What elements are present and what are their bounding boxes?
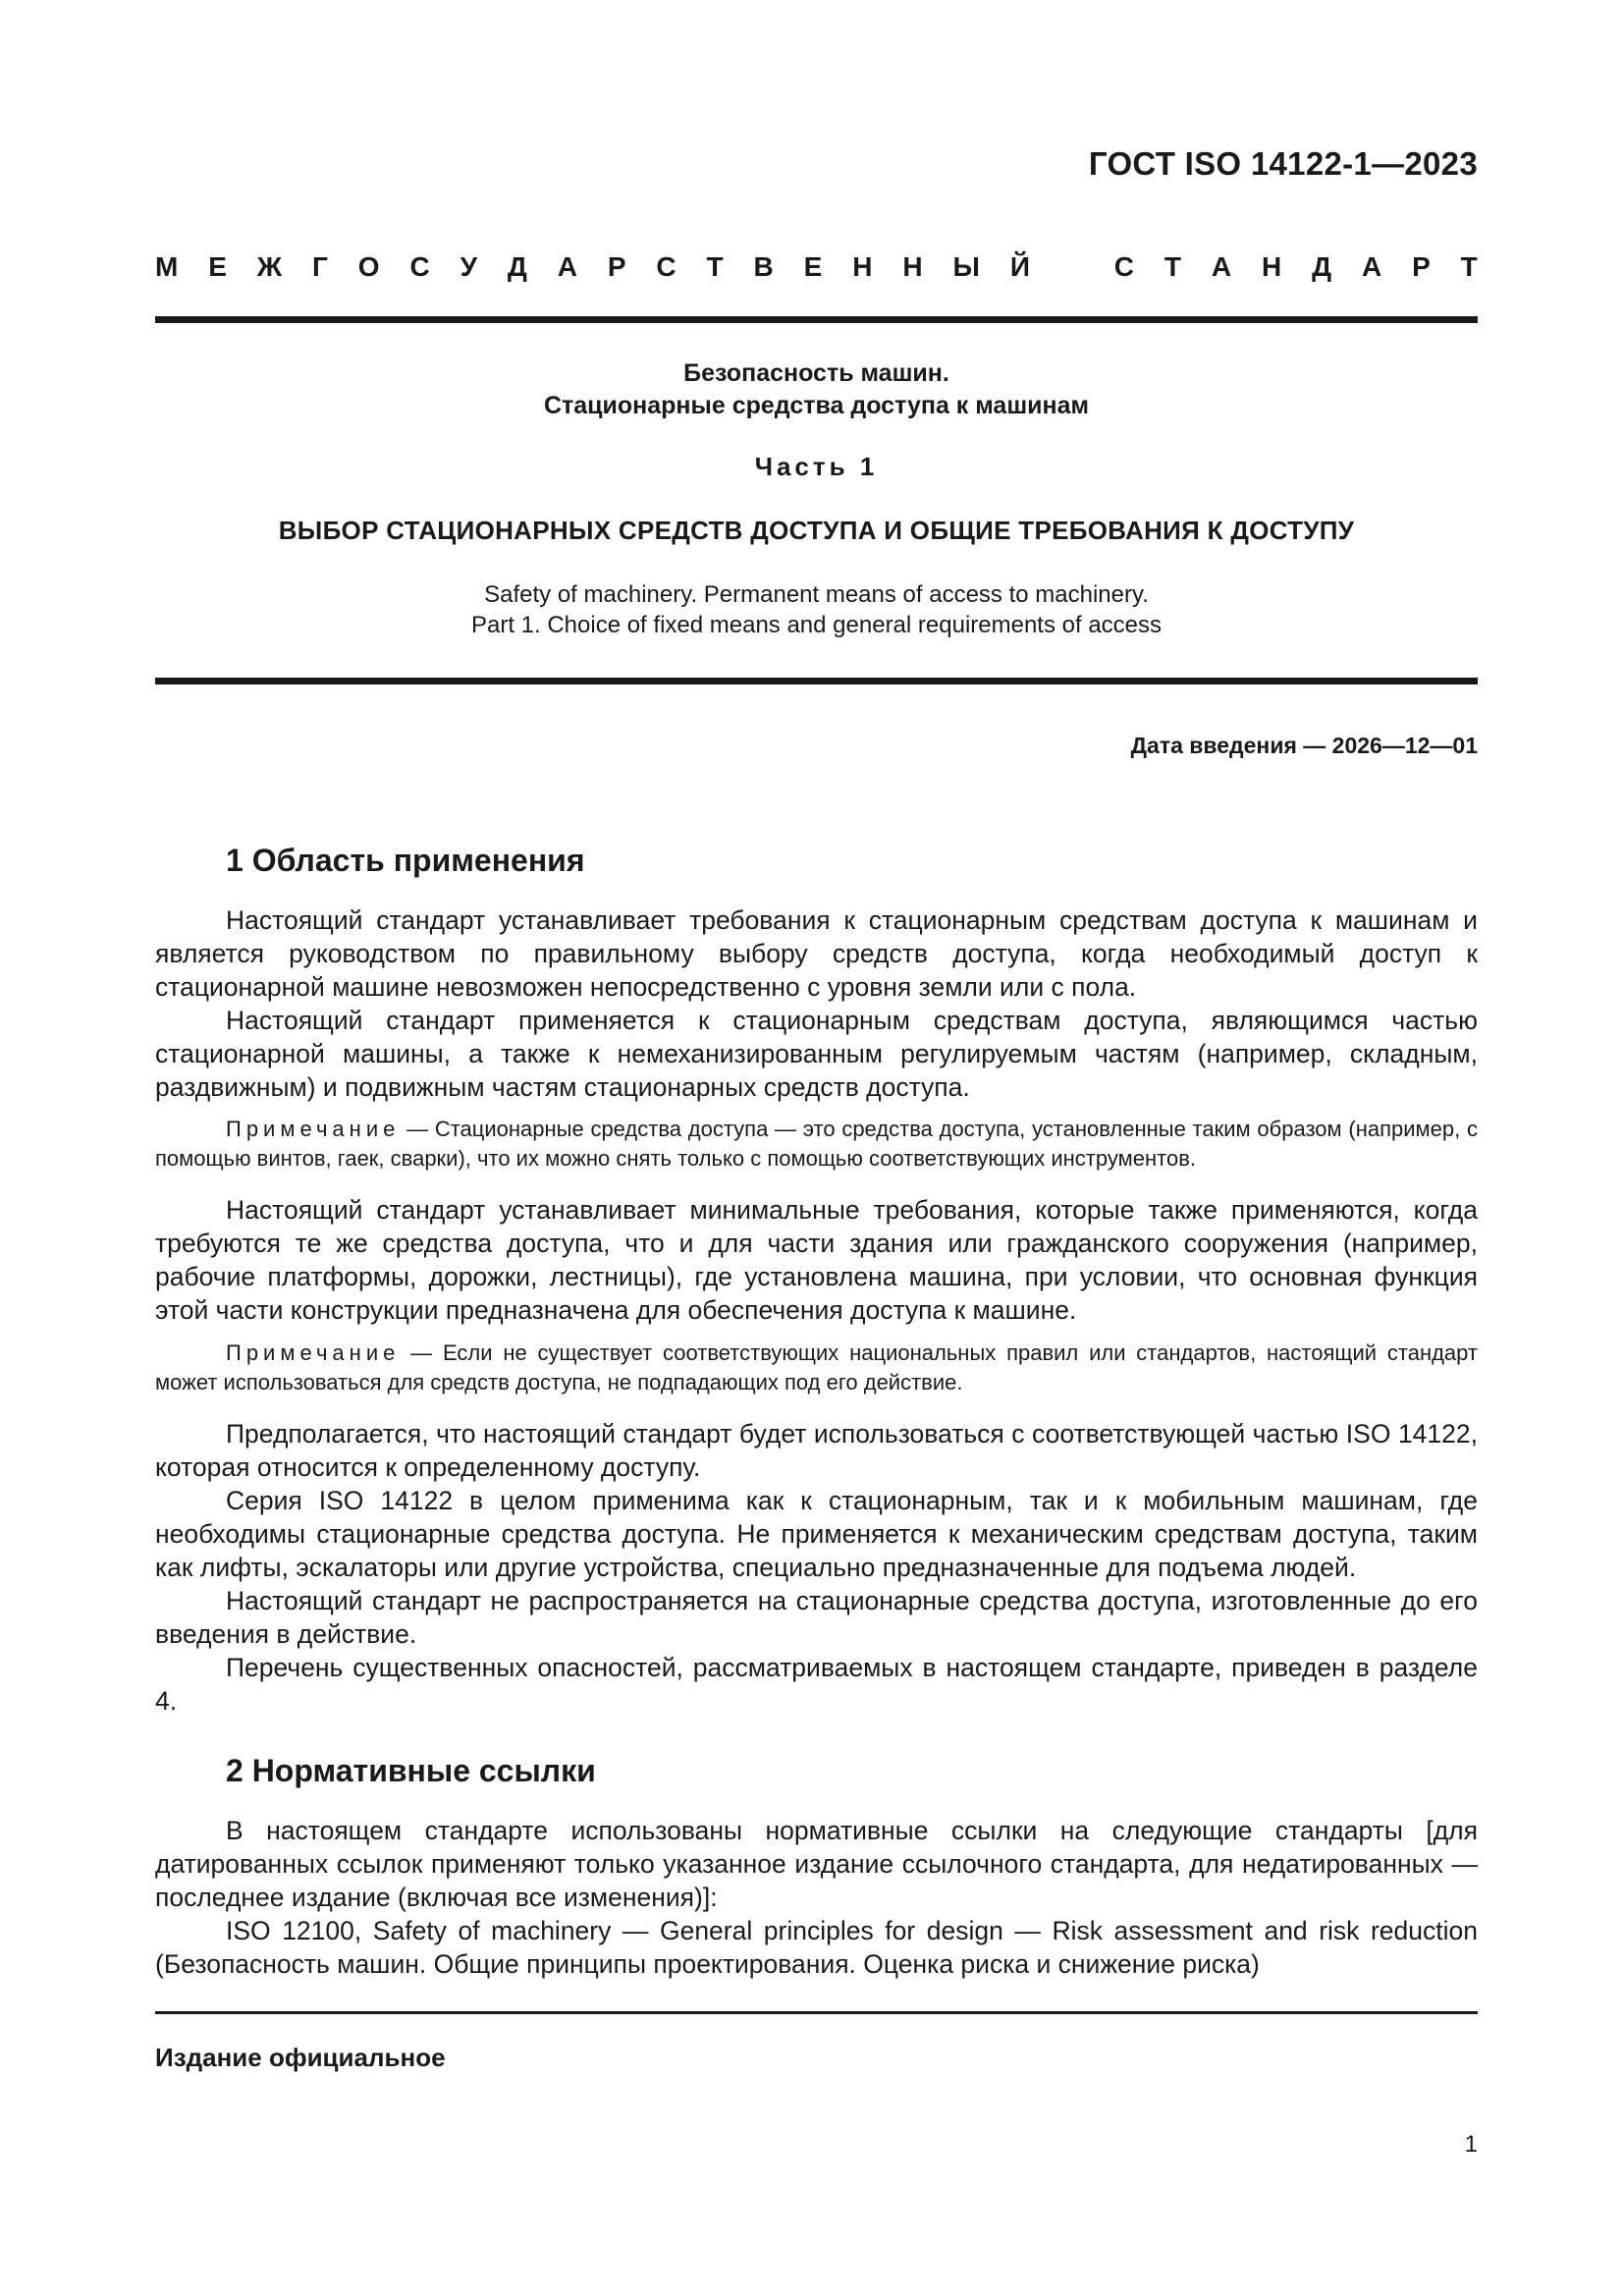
banner-letter: М (155, 251, 179, 282)
section2-heading: 2 Нормативные ссылки (226, 1753, 596, 1788)
introduction-date: Дата введения — 2026—12—01 (1130, 733, 1478, 758)
title-rule (155, 678, 1478, 684)
banner-letter: Й (1009, 251, 1030, 282)
section1-paragraph-7: Перечень существенных опасностей, рассматриваемых в настоящем стандарте, приведен в разделе 4. (155, 1653, 1478, 1716)
interstate-standard-banner (155, 251, 1478, 283)
section1-paragraph-4: Предполагается, что настоящий стандарт будет использоваться с соответствующей частью ISO 14122, которая относится к определенному доступу. (155, 1419, 1478, 1482)
section1-body-a (155, 903, 1478, 1104)
banner-letter: Е (803, 251, 823, 282)
banner-letter: С (1113, 251, 1134, 282)
banner-letter: А (1361, 251, 1382, 282)
section1-note-2 (155, 1339, 1478, 1397)
page-number: 1 (1464, 2131, 1478, 2158)
section1-paragraph-2: Настоящий стандарт применяется к стационарным средствам доступа, являющимся частью стационарной машины, а также к немеханизированным регулируемым частям (например, складным, раздвижным) и подвижным частям стационарных средств доступа. (155, 1006, 1478, 1102)
official-edition-label: Издание официальное (155, 2043, 446, 2072)
title-ru-line1: Безопасность машин. (683, 359, 949, 387)
part-label: Часть 1 (754, 452, 879, 481)
banner-letter: С (409, 251, 430, 282)
banner-letter: Е (208, 251, 227, 282)
banner-letter: Т (1163, 251, 1181, 282)
document-number: ГОСТ ISO 14122-1—2023 (1088, 145, 1478, 182)
note-label: Примечание (226, 1117, 401, 1141)
section1-body-c (155, 1417, 1478, 1718)
banner-letter: У (460, 251, 477, 282)
note-2-text: — Если не существует соответствующих национальных правил или стандартов, настоящий стандарт может использоваться для средств доступа, не подпадающих под его действие. (155, 1340, 1478, 1394)
banner-letter: Г (312, 251, 328, 282)
title-en-line1: Safety of machinery. Permanent means of access to machinery. (484, 581, 1149, 608)
header-rule (155, 316, 1478, 323)
part-title: ВЫБОР СТАЦИОНАРНЫХ СРЕДСТВ ДОСТУПА И ОБЩИЕ ТРЕБОВАНИЯ К ДОСТУПУ (278, 516, 1355, 545)
banner-letter: Ы (952, 251, 980, 282)
section1-body-b (155, 1193, 1478, 1327)
title-en-line2: Part 1. Choice of fixed means and general requirements of access (470, 612, 1163, 638)
section2-paragraph-2: ISO 12100, Safety of machinery — General principles for design — Risk assessment and risk reduction (Безопасность машин. Общие принципы проектирования. Оценка риска и снижение риска) (155, 1916, 1478, 1979)
section1-heading: 1 Область применения (226, 843, 585, 878)
banner-letter: Т (1460, 251, 1478, 282)
section1-paragraph-5: Серия ISO 14122 в целом применима как к стационарным, так и к мобильным машинам, где необходимы стационарные средства доступа. Не применяется к механическим средствам доступа, таким как лифты, эскалаторы или другие устройства, специально предназначенные для подъема людей. (155, 1486, 1478, 1582)
banner-letter: Р (607, 251, 626, 282)
section2-body (155, 1814, 1478, 1981)
banner-letter: Н (1261, 251, 1282, 282)
section1-paragraph-1: Настоящий стандарт устанавливает требования к стационарным средствам доступа к машинам и является руководством по правильному выбору средств доступа, когда необходимый доступ к стационарной машине невозможен непосредственно с уровня земли или с пола. (155, 905, 1478, 1002)
title-russian (155, 357, 1478, 422)
banner-letter: Д (507, 251, 527, 282)
banner-word-gap (1060, 251, 1084, 283)
note-label: Примечание (226, 1340, 401, 1365)
banner-letter: Н (852, 251, 873, 282)
banner-letter: О (357, 251, 380, 282)
banner-letter: Т (706, 251, 724, 282)
title-english (155, 579, 1478, 640)
section1-note-1 (155, 1115, 1478, 1174)
banner-letter: С (656, 251, 676, 282)
banner-letter: А (557, 251, 577, 282)
title-ru-line2: Стационарные средства доступа к машинам (543, 392, 1090, 419)
banner-letter: Д (1312, 251, 1332, 282)
banner-letter: В (753, 251, 774, 282)
section1-paragraph-6: Настоящий стандарт не распространяется на стационарные средства доступа, изготовленные до его введения в действие. (155, 1586, 1478, 1649)
section1-paragraph-3: Настоящий стандарт устанавливает минимальные требования, которые также применяются, когда требуются те же средства доступа, что и для части здания или гражданского сооружения (например, рабочие платформы, дорожки, лестницы), где установлена машина, при условии, что основная функция этой части конструкции предназначена для обеспечения доступа к машине. (155, 1195, 1478, 1325)
banner-letter: Ж (256, 251, 283, 282)
note-1-text: — Стационарные средства доступа — это средства доступа, установленные таким образом (например, с помощью винтов, гаек, сварки), что их можно снять только с помощью соответствующих инструментов. (155, 1117, 1478, 1171)
section2-paragraph-1: В настоящем стандарте использованы нормативные ссылки на следующие стандарты [для датированных ссылок применяют только указанное издание ссылочного стандарта, для недатированных — последнее издание (включая все изменения)]: (155, 1816, 1478, 1912)
footer-rule (155, 2011, 1478, 2014)
banner-letter: Н (902, 251, 923, 282)
banner-letter: А (1211, 251, 1232, 282)
banner-letter: Р (1412, 251, 1431, 282)
document-page (155, 0, 1478, 2296)
